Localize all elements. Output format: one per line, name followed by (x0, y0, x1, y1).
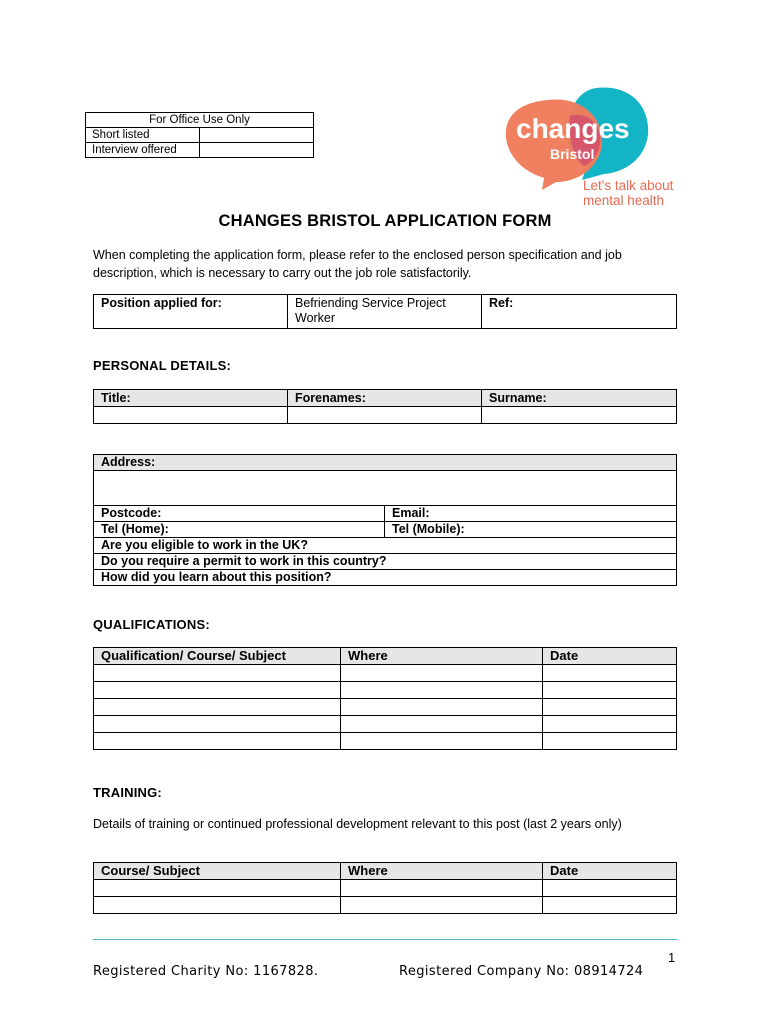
where-cell[interactable] (341, 716, 543, 733)
where-cell[interactable] (341, 880, 543, 897)
qual-cell[interactable] (94, 716, 341, 733)
tel-mobile-label: Tel (Mobile): (392, 522, 465, 536)
table-row (94, 716, 677, 733)
tel-home-label: Tel (Home): (101, 522, 169, 536)
course-cell[interactable] (94, 880, 341, 897)
course-cell[interactable] (94, 897, 341, 914)
where-col-header: Where (341, 648, 543, 665)
date-cell[interactable] (543, 897, 677, 914)
date-cell[interactable] (543, 665, 677, 682)
surname-label: Surname: (482, 390, 677, 407)
logo-tagline-line1: Let's talk about (583, 178, 674, 193)
qual-cell[interactable] (94, 733, 341, 750)
changes-bristol-logo (500, 86, 700, 211)
forenames-label: Forenames: (288, 390, 482, 407)
date-cell[interactable] (543, 699, 677, 716)
date-cell[interactable] (543, 880, 677, 897)
title-field[interactable] (94, 407, 288, 424)
logo-city: Bristol (550, 146, 595, 162)
logo-tagline-line2: mental health (583, 193, 665, 208)
shortlisted-field[interactable] (200, 128, 314, 143)
interview-offered-field[interactable] (200, 143, 314, 158)
surname-field[interactable] (482, 407, 677, 424)
position-table (93, 294, 677, 329)
date-cell[interactable] (543, 682, 677, 699)
qualifications-table (93, 647, 677, 750)
training-heading: TRAINING: (93, 785, 162, 800)
table-row (94, 733, 677, 750)
personal-details-heading: PERSONAL DETAILS: (93, 358, 231, 373)
learn-question-label: How did you learn about this position? (101, 570, 332, 584)
qual-col-header: Qualification/ Course/ Subject (94, 648, 341, 665)
tel-home-field[interactable] (94, 522, 385, 538)
permit-question-label: Do you require a permit to work in this country? (101, 554, 387, 568)
date-col-header: Date (543, 648, 677, 665)
postcode-field[interactable] (94, 506, 385, 522)
charity-number: Registered Charity No: 1167828. (93, 964, 319, 979)
qualifications-heading: QUALIFICATIONS: (93, 617, 210, 632)
tel-mobile-field[interactable] (385, 522, 677, 538)
where-cell[interactable] (341, 665, 543, 682)
position-label: Position applied for: (101, 296, 222, 310)
position-value[interactable] (288, 295, 482, 329)
interview-offered-label: Interview offered (86, 143, 200, 158)
table-row (94, 682, 677, 699)
shortlisted-label: Short listed (86, 128, 200, 143)
address-label: Address: (94, 455, 677, 471)
forenames-field[interactable] (288, 407, 482, 424)
table-row (94, 699, 677, 716)
form-title: CHANGES BRISTOL APPLICATION FORM (218, 212, 552, 230)
date-cell[interactable] (543, 733, 677, 750)
permit-question[interactable] (94, 554, 677, 570)
training-date-col-header: Date (543, 863, 677, 880)
training-where-col-header: Where (341, 863, 543, 880)
eligible-question-label: Are you eligible to work in the UK? (101, 538, 308, 552)
qual-cell[interactable] (94, 665, 341, 682)
address-field[interactable] (94, 471, 677, 506)
title-label: Title: (94, 390, 288, 407)
ref-field[interactable] (482, 295, 677, 329)
position-value-text: Befriending Service Project Worker (295, 296, 446, 325)
where-cell[interactable] (341, 699, 543, 716)
postcode-label: Postcode: (101, 506, 162, 520)
table-row (94, 897, 677, 914)
training-description: Details of training or continued professional development relevant to this post (last 2 years only) (93, 817, 622, 831)
date-cell[interactable] (543, 716, 677, 733)
ref-label: Ref: (489, 296, 514, 310)
learn-question[interactable] (94, 570, 677, 586)
office-use-table (85, 112, 314, 158)
where-cell[interactable] (341, 733, 543, 750)
page-number: 1 (668, 950, 676, 965)
address-table (93, 454, 677, 586)
logo-word: changes (516, 113, 630, 144)
where-cell[interactable] (341, 682, 543, 699)
intro-text: When completing the application form, please refer to the enclosed person specification and job description, which is necessary to carry out the job role satisfactorily. (93, 248, 622, 280)
footer-divider (93, 939, 677, 940)
course-col-header: Course/ Subject (94, 863, 341, 880)
table-row (94, 665, 677, 682)
training-table (93, 862, 677, 914)
name-table (93, 389, 677, 424)
qual-cell[interactable] (94, 699, 341, 716)
email-label: Email: (392, 506, 430, 520)
table-row (94, 880, 677, 897)
company-number: Registered Company No: 08914724 (399, 964, 644, 979)
qual-cell[interactable] (94, 682, 341, 699)
office-use-header: For Office Use Only (86, 113, 314, 128)
eligible-question[interactable] (94, 538, 677, 554)
where-cell[interactable] (341, 897, 543, 914)
email-field[interactable] (385, 506, 677, 522)
